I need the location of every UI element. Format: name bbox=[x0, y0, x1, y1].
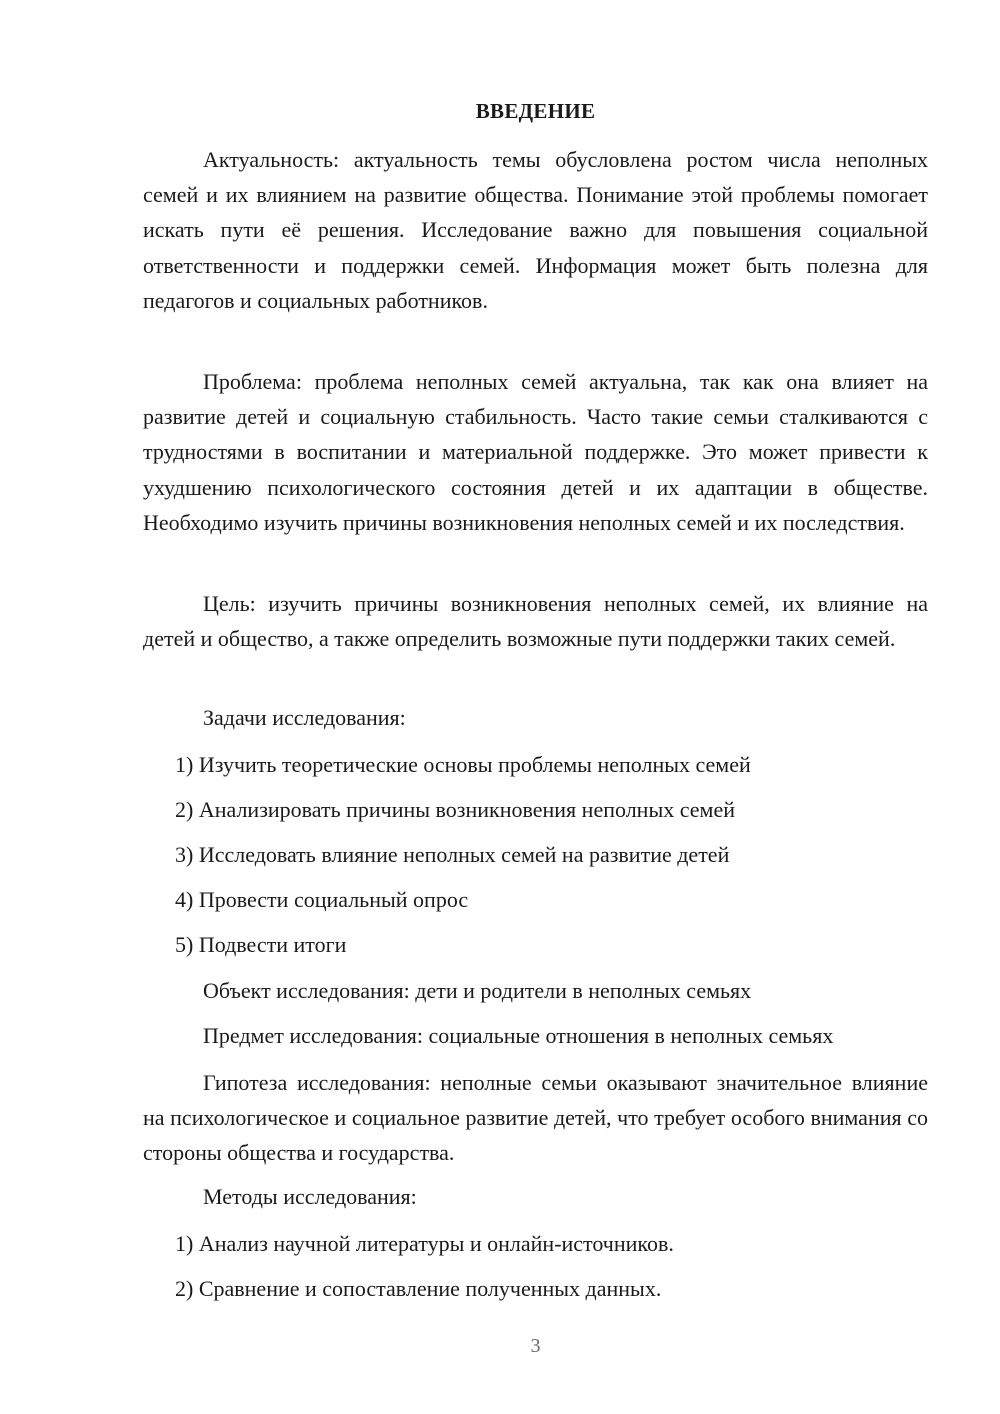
research-subject: Предмет исследования: социальные отношения в неполных семьях bbox=[203, 1023, 834, 1048]
method-item-2: 2) Сравнение и сопоставление полученных данных. bbox=[175, 1276, 662, 1301]
task-item-1: 1) Изучить теоретические основы проблемы неполных семей bbox=[175, 752, 751, 777]
task-item-2: 2) Анализировать причины возникновения неполных семей bbox=[175, 797, 735, 822]
paragraph-relevance: Актуальность: актуальность темы обусловлена ростом числа неполных семей и их влиянием на развитие общества. Понимание этой проблемы помогает искать пути её решения. Исследование важно для повышения социальной ответственности и поддержки семей. Информация может быть полезна для педагогов и социальных работников. bbox=[143, 147, 928, 313]
paragraph-hypothesis: Гипотеза исследования: неполные семьи оказывают значительное влияние на психологическое и социальное развитие детей, что требует особого внимания со стороны общества и государства. bbox=[143, 1070, 928, 1166]
task-item-5: 5) Подвести итоги bbox=[175, 932, 347, 957]
tasks-heading: Задачи исследования: bbox=[203, 705, 406, 730]
task-item-4: 4) Провести социальный опрос bbox=[175, 887, 469, 912]
method-item-1: 1) Анализ научной литературы и онлайн-источников. bbox=[175, 1231, 674, 1256]
document-page bbox=[143, 0, 928, 1414]
paragraph-goal: Цель: изучить причины возникновения неполных семей, их влияние на детей и общество, а также определить возможные пути поддержки таких семей. bbox=[143, 591, 928, 652]
research-object: Объект исследования: дети и родители в неполных семьях bbox=[203, 978, 752, 1003]
methods-heading: Методы исследования: bbox=[203, 1184, 417, 1209]
task-item-3: 3) Исследовать влияние неполных семей на развитие детей bbox=[175, 842, 730, 867]
page-title: ВВЕДЕНИЕ bbox=[475, 99, 596, 123]
paragraph-problem: Проблема: проблема неполных семей актуальна, так как она влияет на развитие детей и социальную стабильность. Часто такие семьи сталкиваются с трудностями в воспитании и материальной поддержке. Это может привести к ухудшению психологического состояния детей и их адаптации в обществе. Необходимо изучить причины возникновения неполных семей и их последствия. bbox=[143, 369, 928, 535]
page-number: 3 bbox=[530, 1335, 541, 1357]
